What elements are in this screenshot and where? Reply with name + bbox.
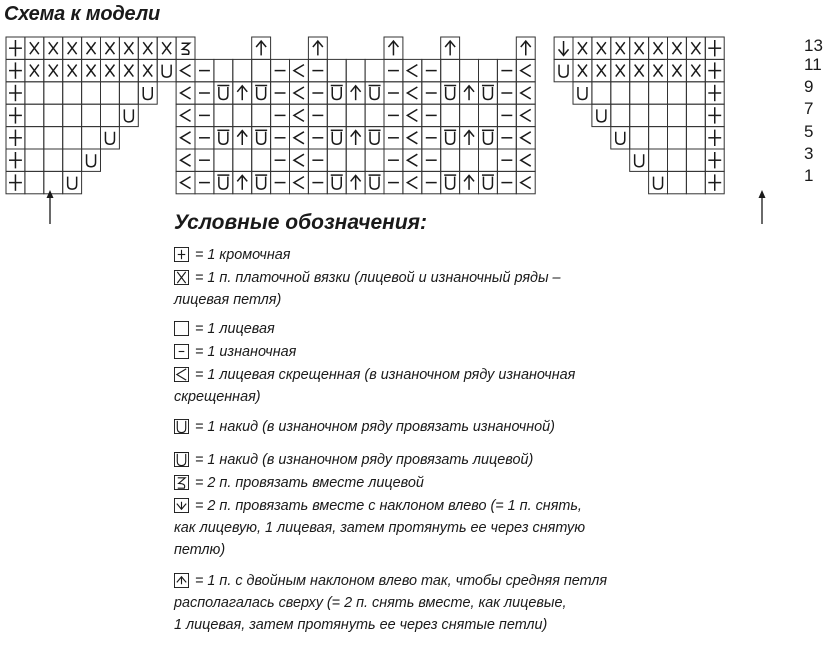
- chart-symbol-x: [635, 65, 644, 77]
- page-title: Схема к модели: [4, 3, 160, 25]
- row-number: 11: [804, 55, 822, 74]
- chart-cell: [63, 82, 82, 104]
- legend-text: [195, 449, 665, 471]
- legend-line: петлю): [174, 542, 226, 558]
- chart-symbol-<: [407, 109, 417, 121]
- chart-cell: [82, 127, 101, 149]
- chart-cell: [119, 82, 138, 104]
- chart-cell: [346, 59, 365, 81]
- legend-text: [174, 267, 665, 311]
- chart-cell: [63, 171, 82, 193]
- chart-cell: [290, 104, 309, 126]
- legend-symbol-yo-icon: [174, 419, 189, 434]
- chart-cell: [649, 127, 668, 149]
- legend-line: = 1 накид (в изнаночном ряду провязать изнаночной): [195, 419, 555, 435]
- chart-cell: [252, 104, 271, 126]
- chart-symbol-O: [369, 86, 381, 100]
- chart-cell: [611, 82, 630, 104]
- chart-cell: [44, 82, 63, 104]
- chart-symbol-O: [176, 452, 187, 465]
- chart-symbol-<: [521, 109, 531, 121]
- chart-cell: [686, 127, 705, 149]
- chart-symbol-x: [691, 42, 700, 54]
- chart-symbol-U: [635, 154, 644, 167]
- chart-symbol-U: [68, 177, 77, 190]
- chart-cell: [649, 171, 668, 193]
- chart-symbol-+: [708, 62, 721, 78]
- chart-symbol-U: [654, 177, 663, 190]
- chart-cell: [479, 59, 498, 81]
- chart-symbol-+: [9, 174, 22, 190]
- chart-cell: [460, 149, 479, 171]
- chart-cell: [668, 171, 687, 193]
- chart-cell: [25, 127, 44, 149]
- chart-cell: [63, 104, 82, 126]
- chart-cell: [668, 149, 687, 171]
- chart-cell: [630, 82, 649, 104]
- chart-symbol-x: [654, 42, 663, 54]
- chart-symbol-V: [177, 502, 186, 510]
- chart-symbol-O: [255, 130, 267, 144]
- legend-line: = 1 п. с двойным наклоном влево так, чтобы средняя петля: [195, 573, 608, 589]
- chart-cell: [176, 149, 195, 171]
- legend-line: располагалась сверху (= 2 п. снять вместе, как лицевые,: [174, 595, 567, 611]
- chart-symbol-O: [444, 175, 456, 189]
- row-number: 13: [804, 36, 823, 55]
- chart-symbol-^: [464, 131, 474, 145]
- chart-cell: [176, 171, 195, 193]
- chart-symbol-x: [30, 42, 39, 54]
- chart-cell: [176, 82, 195, 104]
- chart-symbol-^: [388, 41, 398, 55]
- chart-cell: [573, 82, 592, 104]
- chart-symbol-^: [237, 175, 247, 189]
- chart-symbol-O: [444, 86, 456, 100]
- chart-symbol-+: [708, 107, 721, 123]
- chart-symbol-Z: [178, 478, 186, 488]
- chart-cell: [441, 104, 460, 126]
- chart-symbol-+: [9, 130, 22, 146]
- start-arrow-left: [47, 190, 54, 224]
- chart-symbol-^: [521, 41, 531, 55]
- chart-cell: [365, 149, 384, 171]
- chart-symbol-x: [691, 65, 700, 77]
- chart-symbol-x: [68, 42, 77, 54]
- chart-cell: [516, 59, 535, 81]
- chart-symbol-U: [87, 154, 96, 167]
- chart-symbol-<: [521, 87, 531, 99]
- chart-symbol-^: [351, 131, 361, 145]
- chart-symbol-U: [143, 87, 152, 100]
- legend-line: лицевая петля): [174, 292, 282, 308]
- chart-symbol-O: [217, 86, 229, 100]
- chart-cell: [176, 127, 195, 149]
- legend-symbol-cdd-icon: [174, 573, 189, 588]
- chart-symbol-x: [672, 65, 681, 77]
- chart-symbol-^: [464, 86, 474, 100]
- row-number: 3: [804, 144, 814, 163]
- chart-symbol-O: [331, 86, 343, 100]
- chart-cell: [365, 59, 384, 81]
- chart-cell: [25, 82, 44, 104]
- chart-symbol-U: [124, 109, 133, 122]
- chart-cell: [403, 171, 422, 193]
- chart-cell: [403, 127, 422, 149]
- chart-cell: [516, 127, 535, 149]
- chart-cell: [290, 149, 309, 171]
- chart-cell: [25, 149, 44, 171]
- chart-symbol-U: [597, 109, 606, 122]
- chart-cell: [516, 149, 535, 171]
- chart-cell: [668, 127, 687, 149]
- chart-symbol-x: [616, 42, 625, 54]
- chart-cell: [252, 149, 271, 171]
- chart-symbol-<: [181, 65, 191, 77]
- chart-cell: [290, 82, 309, 104]
- chart-cell: [25, 171, 44, 193]
- chart-symbol-x: [124, 42, 133, 54]
- chart-symbol-O: [369, 130, 381, 144]
- chart-cell: [44, 127, 63, 149]
- chart-symbol-O: [482, 86, 494, 100]
- chart-cell: [101, 127, 120, 149]
- chart-cell: [686, 171, 705, 193]
- chart-symbol-x: [578, 65, 587, 77]
- chart-cell: [44, 171, 63, 193]
- chart-symbol-x: [105, 42, 114, 54]
- legend-text: [195, 341, 665, 363]
- chart-cell: [290, 127, 309, 149]
- chart-symbol-<: [294, 65, 304, 77]
- chart-symbol-<: [521, 132, 531, 144]
- legend-line: = 1 изнаночная: [195, 344, 297, 360]
- chart-symbol-x: [177, 272, 185, 283]
- chart-symbol-<: [181, 154, 191, 166]
- chart-symbol-x: [87, 42, 96, 54]
- chart-symbol-+: [9, 85, 22, 101]
- legend-symbol-twisted-icon: [174, 367, 189, 382]
- chart-cell: [327, 104, 346, 126]
- legend-line: = 2 п. провязать вместе с наклоном влево (= 1 п. снять,: [195, 498, 582, 514]
- legend-text: [174, 364, 665, 408]
- chart-cell: [403, 149, 422, 171]
- chart-cell: [44, 149, 63, 171]
- legend-symbol-purl-icon: [174, 344, 189, 359]
- chart-symbol-x: [616, 65, 625, 77]
- chart-cell: [686, 149, 705, 171]
- chart-cell: [592, 82, 611, 104]
- chart-cell: [441, 59, 460, 81]
- chart-symbol-V: [559, 41, 569, 55]
- chart-cell: [290, 59, 309, 81]
- chart-symbol-^: [256, 41, 266, 55]
- chart-cell: [157, 59, 176, 81]
- chart-cell: [101, 82, 120, 104]
- chart-symbol-^: [351, 175, 361, 189]
- chart-cell: [233, 149, 252, 171]
- chart-symbol-<: [177, 369, 186, 380]
- legend-line: 1 лицевая, затем протянуть ее через снятые петли): [174, 617, 548, 633]
- chart-cell: [101, 104, 120, 126]
- chart-cell: [327, 149, 346, 171]
- chart-symbol-O: [331, 175, 343, 189]
- legend-line: = 1 накид (в изнаночном ряду провязать лицевой): [195, 452, 534, 468]
- chart-cell: [611, 127, 630, 149]
- chart-cell: [119, 104, 138, 126]
- chart-symbol-^: [237, 86, 247, 100]
- chart-symbol-U: [177, 421, 185, 433]
- legend-symbol-garter-icon: [174, 270, 189, 285]
- row-number: 9: [804, 77, 814, 96]
- chart-cell: [479, 104, 498, 126]
- chart-symbol-+: [178, 250, 186, 259]
- chart-cell: [63, 149, 82, 171]
- chart-symbol-<: [407, 132, 417, 144]
- chart-cell: [327, 59, 346, 81]
- chart-symbol-x: [124, 65, 133, 77]
- legend-symbol-k2tog-icon: [174, 475, 189, 490]
- chart-symbol-<: [407, 154, 417, 166]
- legend-line: = 1 кромочная: [195, 247, 291, 263]
- chart-cell: [365, 104, 384, 126]
- legend-text: [174, 570, 665, 636]
- legend-symbol-ssk-icon: [174, 498, 189, 513]
- chart-cell: [233, 104, 252, 126]
- chart-cell: [403, 59, 422, 81]
- chart-cell: [649, 104, 668, 126]
- chart-symbol-<: [521, 65, 531, 77]
- legend-text: [174, 495, 665, 561]
- chart-symbol-^: [351, 86, 361, 100]
- legend-line: скрещенная): [174, 389, 261, 405]
- chart-symbol-O: [482, 175, 494, 189]
- chart-symbol-+: [9, 152, 22, 168]
- chart-symbol-+: [708, 174, 721, 190]
- legend-text: [195, 244, 665, 266]
- chart-symbol-U: [162, 65, 171, 78]
- chart-symbol-O: [482, 130, 494, 144]
- chart-cell: [516, 171, 535, 193]
- chart-cell: [441, 149, 460, 171]
- chart-symbol-^: [177, 577, 186, 585]
- chart-symbol-x: [162, 42, 171, 54]
- chart-symbol-O: [369, 175, 381, 189]
- chart-symbol-x: [68, 65, 77, 77]
- chart-cell: [176, 59, 195, 81]
- chart-cell: [686, 82, 705, 104]
- chart-cell: [592, 104, 611, 126]
- chart-cell: [252, 59, 271, 81]
- chart-cell: [214, 59, 233, 81]
- chart-symbol-+: [9, 62, 22, 78]
- legend-line: = 1 п. платочной вязки (лицевой и изнаночный ряды –: [195, 270, 561, 286]
- chart-symbol-<: [294, 177, 304, 189]
- chart-cell: [403, 82, 422, 104]
- chart-cell: [176, 37, 195, 59]
- row-number: 5: [804, 122, 814, 141]
- chart-symbol-<: [181, 132, 191, 144]
- chart-symbol-O: [444, 130, 456, 144]
- chart-symbol-U: [559, 65, 568, 78]
- chart-symbol-U: [105, 132, 114, 145]
- knitting-chart: [0, 0, 840, 235]
- chart-symbol-<: [294, 154, 304, 166]
- chart-cell: [176, 104, 195, 126]
- chart-symbol-<: [407, 87, 417, 99]
- chart-cell: [82, 82, 101, 104]
- chart-cell: [138, 82, 157, 104]
- legend-line: = 2 п. провязать вместе лицевой: [195, 475, 424, 491]
- chart-cell: [214, 149, 233, 171]
- chart-symbol-x: [597, 42, 606, 54]
- chart-symbol-x: [30, 65, 39, 77]
- chart-cell: [611, 104, 630, 126]
- chart-symbol-O: [255, 86, 267, 100]
- chart-symbol-x: [143, 65, 152, 77]
- chart-symbol-^: [445, 41, 455, 55]
- chart-cell: [630, 104, 649, 126]
- legend-title: Условные обозначения:: [174, 211, 428, 234]
- legend-line: как лицевую, 1 лицевая, затем протянуть ее через снятую: [174, 520, 586, 536]
- chart-symbol-x: [635, 42, 644, 54]
- chart-symbol-x: [49, 42, 58, 54]
- chart-symbol-x: [105, 65, 114, 77]
- chart-cell: [290, 171, 309, 193]
- chart-cell: [460, 104, 479, 126]
- chart-cell: [44, 104, 63, 126]
- chart-cell: [25, 104, 44, 126]
- chart-cell: [649, 82, 668, 104]
- chart-symbol-U: [616, 132, 625, 145]
- chart-symbol-<: [407, 177, 417, 189]
- chart-cells: [6, 37, 724, 194]
- chart-symbol-<: [294, 132, 304, 144]
- chart-symbol-<: [521, 177, 531, 189]
- chart-cell: [516, 104, 535, 126]
- chart-cell: [346, 149, 365, 171]
- legend-text: [195, 472, 665, 494]
- chart-cell: [668, 82, 687, 104]
- legend-text: [195, 416, 665, 438]
- chart-cell: [460, 59, 479, 81]
- legend-line: = 1 лицевая скрещенная (в изнаночном ряду изнаночная: [195, 367, 576, 383]
- chart-cell: [686, 104, 705, 126]
- row-number: 7: [804, 99, 814, 118]
- chart-symbol-^: [464, 175, 474, 189]
- legend-line: = 1 лицевая: [195, 321, 275, 337]
- chart-symbol-x: [597, 65, 606, 77]
- chart-symbol-<: [294, 87, 304, 99]
- chart-symbol-+: [9, 107, 22, 123]
- chart-symbol-^: [237, 131, 247, 145]
- chart-cell: [668, 104, 687, 126]
- chart-symbol-^: [313, 41, 323, 55]
- chart-cell: [346, 104, 365, 126]
- chart-symbol-O: [331, 130, 343, 144]
- chart-cell: [214, 104, 233, 126]
- chart-cell: [516, 82, 535, 104]
- chart-cell: [63, 127, 82, 149]
- chart-symbol-x: [654, 65, 663, 77]
- row-number: 1: [804, 166, 814, 185]
- legend-symbol-yo-knit-icon: [174, 452, 189, 467]
- chart-symbol-+: [708, 40, 721, 56]
- chart-cell: [630, 127, 649, 149]
- chart-symbol-Z: [182, 43, 190, 54]
- chart-cell: [554, 59, 573, 81]
- chart-cell: [479, 149, 498, 171]
- chart-cell: [82, 149, 101, 171]
- start-arrow-right: [759, 190, 766, 224]
- chart-symbol-x: [143, 42, 152, 54]
- chart-cell: [630, 149, 649, 171]
- chart-symbol-<: [521, 154, 531, 166]
- chart-symbol-U: [578, 87, 587, 100]
- chart-symbol-+: [9, 40, 22, 56]
- legend-symbol-edge-icon: [174, 247, 189, 262]
- chart-symbol-+: [708, 130, 721, 146]
- chart-symbol-<: [407, 65, 417, 77]
- chart-symbol-x: [672, 42, 681, 54]
- chart-symbol-x: [49, 65, 58, 77]
- chart-cell: [649, 149, 668, 171]
- chart-symbol-<: [294, 109, 304, 121]
- chart-symbol-O: [255, 175, 267, 189]
- chart-symbol-+: [708, 85, 721, 101]
- chart-symbol-<: [181, 87, 191, 99]
- chart-symbol-x: [578, 42, 587, 54]
- chart-cell: [82, 104, 101, 126]
- chart-symbol-O: [217, 175, 229, 189]
- chart-symbol-<: [181, 109, 191, 121]
- chart-symbol-+: [708, 152, 721, 168]
- legend-text: [195, 318, 665, 340]
- chart-symbol-<: [181, 177, 191, 189]
- legend-symbol-knit-icon: [174, 321, 189, 336]
- chart-cell: [233, 59, 252, 81]
- chart-cell: [403, 104, 422, 126]
- chart-symbol-x: [87, 65, 96, 77]
- chart-symbol-O: [217, 130, 229, 144]
